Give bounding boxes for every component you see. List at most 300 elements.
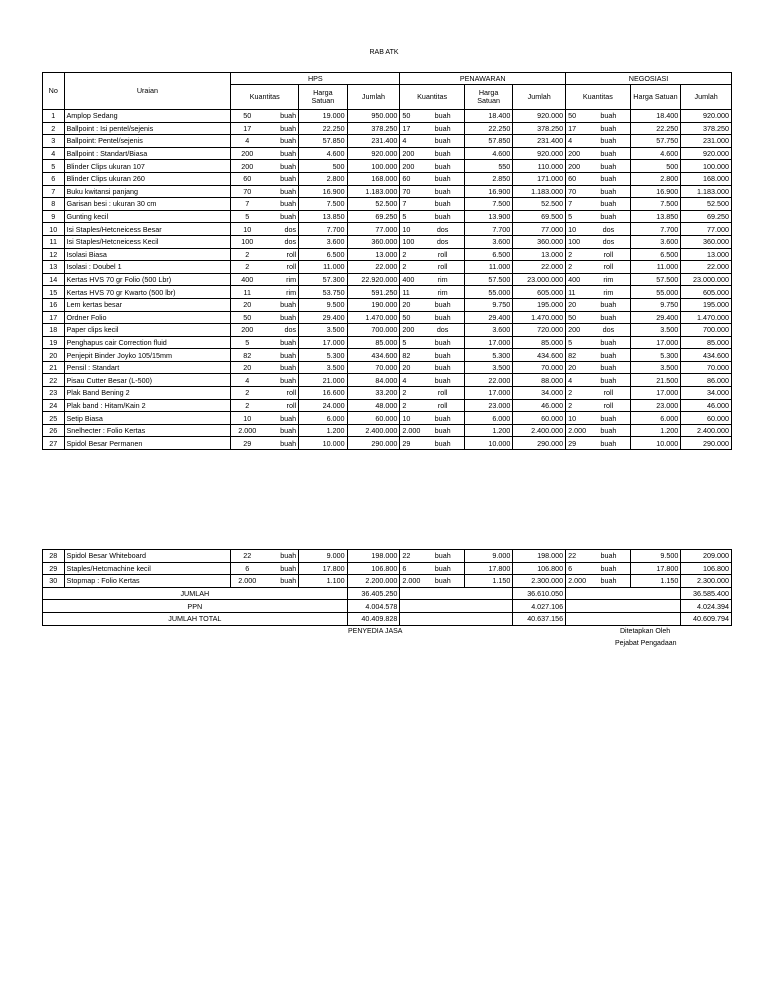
totals-negosiasi: 36.585.400 [681,587,732,600]
table-row [43,298,732,311]
negosiasi-kuantitas: 17 [566,122,588,135]
negosiasi-kuantitas: 2 [566,387,588,400]
penawaran-satuan: buah [421,349,464,362]
hps-kuantitas: 2 [231,248,263,261]
table-row [43,110,732,123]
negosiasi-harga-satuan: 3.500 [630,324,681,337]
table-row [43,349,732,362]
table-row [43,273,732,286]
penawaran-kuantitas: 5 [400,336,422,349]
totals-penawaran: 40.637.156 [513,612,566,625]
penawaran-kuantitas: 82 [400,349,422,362]
hps-kuantitas: 5 [231,336,263,349]
hps-satuan: roll [263,248,299,261]
table-row [43,223,732,236]
hps-satuan: buah [263,210,299,223]
hps-kuantitas: 82 [231,349,263,362]
hps-satuan: buah [263,575,299,588]
totals-hps: 40.409.828 [347,612,400,625]
row-uraian: Amplop Sedang [64,110,231,123]
hps-satuan: buah [263,374,299,387]
penawaran-jumlah: 85.000 [513,336,566,349]
hps-kuantitas: 2 [231,261,263,274]
negosiasi-jumlah: 2.400.000 [681,424,732,437]
table-row [43,412,732,425]
hps-harga-satuan: 53.750 [299,286,347,299]
penawaran-jumlah: 106.800 [513,562,566,575]
penawaran-harga-satuan: 29.400 [464,311,512,324]
row-uraian: Blinder Clips ukuran 107 [64,160,231,173]
negosiasi-jumlah: 13.000 [681,248,732,261]
header-negosiasi: NEGOSIASI [566,73,732,85]
penawaran-harga-satuan: 11.000 [464,261,512,274]
penawaran-kuantitas: 5 [400,210,422,223]
penawaran-satuan: dos [421,324,464,337]
row-uraian: Spidol Besar Permanen [64,437,231,450]
table-row [43,286,732,299]
penawaran-jumlah: 69.500 [513,210,566,223]
negosiasi-kuantitas: 50 [566,311,588,324]
row-uraian: Plak Band Bening 2 [64,387,231,400]
totals-label: JUMLAH [43,587,348,600]
penawaran-kuantitas: 20 [400,361,422,374]
hps-satuan: rim [263,286,299,299]
negosiasi-harga-satuan: 21.500 [630,374,681,387]
hps-jumlah: 360.000 [347,235,400,248]
penawaran-jumlah: 290.000 [513,437,566,450]
penawaran-satuan: rim [421,273,464,286]
row-no: 22 [43,374,65,387]
penawaran-harga-satuan: 9.000 [464,550,512,563]
penawaran-kuantitas: 29 [400,437,422,450]
hps-harga-satuan: 6.500 [299,248,347,261]
totals-row [43,587,732,600]
table-row [43,135,732,148]
row-no: 1 [43,110,65,123]
hps-satuan: buah [263,336,299,349]
hps-kuantitas: 100 [231,235,263,248]
penawaran-satuan: dos [421,235,464,248]
negosiasi-harga-satuan: 3.600 [630,235,681,248]
penawaran-harga-satuan: 55.000 [464,286,512,299]
hps-jumlah: 168.000 [347,172,400,185]
penawaran-satuan: roll [421,387,464,400]
penawaran-satuan: buah [421,122,464,135]
hps-jumlah: 13.000 [347,248,400,261]
penawaran-kuantitas: 70 [400,185,422,198]
negosiasi-kuantitas: 50 [566,110,588,123]
negosiasi-kuantitas: 5 [566,210,588,223]
hps-satuan: buah [263,185,299,198]
table-row [43,424,732,437]
negosiasi-harga-satuan: 16.900 [630,185,681,198]
hps-kuantitas: 50 [231,110,263,123]
penawaran-jumlah: 171.000 [513,172,566,185]
hps-kuantitas: 2 [231,399,263,412]
penawaran-jumlah: 1.183.000 [513,185,566,198]
penawaran-kuantitas: 6 [400,562,422,575]
hps-satuan: buah [263,437,299,450]
negosiasi-jumlah: 34.000 [681,387,732,400]
row-uraian: Ballpoint : Isi pentel/sejenis [64,122,231,135]
negosiasi-satuan: buah [587,210,630,223]
hps-kuantitas: 400 [231,273,263,286]
hps-kuantitas: 29 [231,437,263,450]
negosiasi-harga-satuan: 17.000 [630,387,681,400]
hps-harga-satuan: 19.000 [299,110,347,123]
table-row [43,172,732,185]
hps-jumlah: 198.000 [347,550,400,563]
hps-jumlah: 700.000 [347,324,400,337]
negosiasi-jumlah: 77.000 [681,223,732,236]
totals-hps: 4.004.578 [347,600,400,613]
penawaran-jumlah: 1.470.000 [513,311,566,324]
hps-harga-satuan: 3.600 [299,235,347,248]
negosiasi-jumlah: 23.000.000 [681,273,732,286]
negosiasi-jumlah: 1.470.000 [681,311,732,324]
penawaran-kuantitas: 11 [400,286,422,299]
penawaran-kuantitas: 200 [400,324,422,337]
negosiasi-satuan: buah [587,110,630,123]
penawaran-harga-satuan: 7.700 [464,223,512,236]
row-no: 8 [43,198,65,211]
negosiasi-jumlah: 46.000 [681,399,732,412]
negosiasi-satuan: buah [587,575,630,588]
negosiasi-jumlah: 434.600 [681,349,732,362]
totals-penawaran: 36.610.050 [513,587,566,600]
totals-spacer [400,587,513,600]
penawaran-harga-satuan: 9.750 [464,298,512,311]
hps-jumlah: 100.000 [347,160,400,173]
negosiasi-harga-satuan: 17.800 [630,562,681,575]
penawaran-jumlah: 60.000 [513,412,566,425]
negosiasi-jumlah: 605.000 [681,286,732,299]
penawaran-harga-satuan: 2.850 [464,172,512,185]
hps-satuan: buah [263,298,299,311]
table-row [43,122,732,135]
hps-jumlah: 591.250 [347,286,400,299]
negosiasi-kuantitas: 82 [566,349,588,362]
hps-kuantitas: 60 [231,172,263,185]
negosiasi-harga-satuan: 3.500 [630,361,681,374]
row-uraian: Setip Biasa [64,412,231,425]
negosiasi-kuantitas: 20 [566,361,588,374]
header-pen-harga-satuan: Harga Satuan [464,85,512,110]
penawaran-jumlah: 195.000 [513,298,566,311]
negosiasi-kuantitas: 70 [566,185,588,198]
hps-harga-satuan: 4.600 [299,147,347,160]
penawaran-satuan: buah [421,412,464,425]
hps-kuantitas: 5 [231,210,263,223]
hps-jumlah: 1.183.000 [347,185,400,198]
hps-harga-satuan: 9.500 [299,298,347,311]
negosiasi-jumlah: 60.000 [681,412,732,425]
row-uraian: Spidol Besar Whiteboard [64,550,231,563]
hps-jumlah: 950.000 [347,110,400,123]
penawaran-jumlah: 52.500 [513,198,566,211]
negosiasi-harga-satuan: 55.000 [630,286,681,299]
negosiasi-jumlah: 85.000 [681,336,732,349]
row-no: 30 [43,575,65,588]
hps-satuan: roll [263,399,299,412]
negosiasi-jumlah: 920.000 [681,110,732,123]
hps-harga-satuan: 57.300 [299,273,347,286]
hps-jumlah: 290.000 [347,437,400,450]
negosiasi-satuan: buah [587,311,630,324]
negosiasi-jumlah: 1.183.000 [681,185,732,198]
penawaran-satuan: buah [421,562,464,575]
row-no: 13 [43,261,65,274]
negosiasi-harga-satuan: 17.000 [630,336,681,349]
row-no: 25 [43,412,65,425]
table-row [43,147,732,160]
hps-kuantitas: 7 [231,198,263,211]
penawaran-harga-satuan: 10.000 [464,437,512,450]
penawaran-kuantitas: 10 [400,412,422,425]
penawaran-harga-satuan: 22.250 [464,122,512,135]
penawaran-kuantitas: 2 [400,387,422,400]
row-no: 12 [43,248,65,261]
totals-negosiasi: 40.609.794 [681,612,732,625]
hps-satuan: buah [263,562,299,575]
negosiasi-harga-satuan: 11.000 [630,261,681,274]
hps-jumlah: 190.000 [347,298,400,311]
hps-satuan: buah [263,198,299,211]
hps-satuan: buah [263,160,299,173]
negosiasi-harga-satuan: 23.000 [630,399,681,412]
hps-jumlah: 1.470.000 [347,311,400,324]
hps-harga-satuan: 3.500 [299,361,347,374]
penawaran-satuan: buah [421,185,464,198]
penawaran-kuantitas: 17 [400,122,422,135]
hps-satuan: dos [263,223,299,236]
table-row [43,399,732,412]
hps-kuantitas: 200 [231,160,263,173]
penawaran-jumlah: 23.000.000 [513,273,566,286]
penawaran-harga-satuan: 6.000 [464,412,512,425]
penawaran-harga-satuan: 1.150 [464,575,512,588]
negosiasi-harga-satuan: 7.500 [630,198,681,211]
negosiasi-kuantitas: 10 [566,412,588,425]
row-uraian: Stopmap : Folio Kertas [64,575,231,588]
negosiasi-harga-satuan: 10.000 [630,437,681,450]
rab-table-continued [42,549,732,626]
hps-jumlah: 434.600 [347,349,400,362]
hps-satuan: buah [263,412,299,425]
row-uraian: Ballpoint : Standart/Biasa [64,147,231,160]
negosiasi-satuan: buah [587,424,630,437]
totals-spacer [566,587,681,600]
penawaran-kuantitas: 7 [400,198,422,211]
hps-harga-satuan: 17.000 [299,336,347,349]
negosiasi-satuan: buah [587,147,630,160]
negosiasi-satuan: rim [587,273,630,286]
header-neg-harga-satuan: Harga Satuan [630,85,681,110]
negosiasi-kuantitas: 2.000 [566,575,588,588]
hps-harga-satuan: 5.300 [299,349,347,362]
row-no: 21 [43,361,65,374]
penawaran-satuan: buah [421,550,464,563]
penawaran-satuan: buah [421,198,464,211]
document-title: RAB ATK [369,49,399,56]
header-no: No [43,73,65,110]
penawaran-jumlah: 77.000 [513,223,566,236]
penawaran-satuan: roll [421,399,464,412]
negosiasi-kuantitas: 4 [566,135,588,148]
hps-satuan: buah [263,361,299,374]
negosiasi-satuan: buah [587,374,630,387]
penawaran-satuan: buah [421,424,464,437]
negosiasi-harga-satuan: 6.500 [630,248,681,261]
negosiasi-satuan: dos [587,223,630,236]
hps-jumlah: 22.920.000 [347,273,400,286]
negosiasi-harga-satuan: 1.150 [630,575,681,588]
negosiasi-satuan: dos [587,235,630,248]
negosiasi-kuantitas: 22 [566,550,588,563]
negosiasi-jumlah: 209.000 [681,550,732,563]
penawaran-kuantitas: 2 [400,248,422,261]
penawaran-kuantitas: 2.000 [400,575,422,588]
table-row [43,550,732,563]
header-hps: HPS [231,73,400,85]
hps-harga-satuan: 13.850 [299,210,347,223]
hps-jumlah: 231.400 [347,135,400,148]
penawaran-harga-satuan: 17.000 [464,387,512,400]
penawaran-harga-satuan: 22.000 [464,374,512,387]
negosiasi-jumlah: 22.000 [681,261,732,274]
row-no: 18 [43,324,65,337]
negosiasi-harga-satuan: 5.300 [630,349,681,362]
penyedia-jasa-label: PENYEDIA JASA [348,628,403,635]
row-no: 29 [43,562,65,575]
penawaran-satuan: buah [421,361,464,374]
rab-table-main [42,72,732,450]
negosiasi-satuan: roll [587,248,630,261]
header-hps-kuantitas: Kuantitas [231,85,299,110]
hps-kuantitas: 22 [231,550,263,563]
negosiasi-harga-satuan: 22.250 [630,122,681,135]
row-no: 15 [43,286,65,299]
negosiasi-satuan: buah [587,361,630,374]
negosiasi-satuan: buah [587,298,630,311]
penawaran-harga-satuan: 17.000 [464,336,512,349]
penawaran-satuan: buah [421,374,464,387]
totals-label: JUMLAH TOTAL [43,612,348,625]
negosiasi-jumlah: 100.000 [681,160,732,173]
table-row [43,160,732,173]
penawaran-kuantitas: 400 [400,273,422,286]
penawaran-satuan: buah [421,147,464,160]
row-uraian: Plak band : Hitam/Kain 2 [64,399,231,412]
penawaran-kuantitas: 2 [400,399,422,412]
negosiasi-kuantitas: 5 [566,336,588,349]
hps-kuantitas: 200 [231,147,263,160]
row-no: 10 [43,223,65,236]
negosiasi-harga-satuan: 9.500 [630,550,681,563]
hps-kuantitas: 4 [231,374,263,387]
row-uraian: Kertas HVS 70 gr Kwarto (500 lbr) [64,286,231,299]
totals-row [43,612,732,625]
negosiasi-jumlah: 290.000 [681,437,732,450]
penawaran-kuantitas: 50 [400,311,422,324]
hps-harga-satuan: 10.000 [299,437,347,450]
row-no: 27 [43,437,65,450]
penawaran-jumlah: 2.300.000 [513,575,566,588]
row-no: 9 [43,210,65,223]
penawaran-harga-satuan: 23.000 [464,399,512,412]
penawaran-satuan: buah [421,336,464,349]
penawaran-jumlah: 34.000 [513,387,566,400]
hps-satuan: buah [263,172,299,185]
header-pen-kuantitas: Kuantitas [400,85,465,110]
penawaran-jumlah: 70.000 [513,361,566,374]
negosiasi-harga-satuan: 13.850 [630,210,681,223]
penawaran-satuan: buah [421,210,464,223]
row-no: 7 [43,185,65,198]
penawaran-kuantitas: 50 [400,110,422,123]
totals-spacer [400,600,513,613]
hps-satuan: rim [263,273,299,286]
hps-satuan: buah [263,311,299,324]
penawaran-jumlah: 360.000 [513,235,566,248]
row-uraian: Staples/Hetcmachine kecil [64,562,231,575]
penawaran-satuan: buah [421,135,464,148]
row-uraian: Isolasi Biasa [64,248,231,261]
negosiasi-harga-satuan: 29.400 [630,311,681,324]
negosiasi-harga-satuan: 2.800 [630,172,681,185]
penawaran-jumlah: 2.400.000 [513,424,566,437]
penawaran-satuan: roll [421,261,464,274]
table-row [43,374,732,387]
totals-spacer [566,612,681,625]
table-row [43,575,732,588]
penawaran-satuan: rim [421,286,464,299]
hps-kuantitas: 6 [231,562,263,575]
row-uraian: Isi Staples/Hetcneicess Kecil [64,235,231,248]
negosiasi-kuantitas: 200 [566,324,588,337]
hps-satuan: roll [263,261,299,274]
hps-harga-satuan: 2.800 [299,172,347,185]
negosiasi-kuantitas: 400 [566,273,588,286]
hps-jumlah: 106.800 [347,562,400,575]
negosiasi-harga-satuan: 57.750 [630,135,681,148]
totals-spacer [400,612,513,625]
penawaran-satuan: dos [421,223,464,236]
hps-kuantitas: 70 [231,185,263,198]
negosiasi-jumlah: 195.000 [681,298,732,311]
negosiasi-satuan: buah [587,160,630,173]
hps-harga-satuan: 16.600 [299,387,347,400]
hps-harga-satuan: 22.250 [299,122,347,135]
row-uraian: Snelhecter : Folio Kertas [64,424,231,437]
negosiasi-satuan: dos [587,324,630,337]
row-uraian: Blinder Clips ukuran 260 [64,172,231,185]
negosiasi-kuantitas: 2 [566,399,588,412]
totals-penawaran: 4.027.106 [513,600,566,613]
hps-jumlah: 920.000 [347,147,400,160]
negosiasi-satuan: buah [587,185,630,198]
hps-jumlah: 70.000 [347,361,400,374]
hps-harga-satuan: 9.000 [299,550,347,563]
penawaran-harga-satuan: 3.600 [464,324,512,337]
ditetapkan-oleh-label: Ditetapkan Oleh [620,628,671,635]
table-row [43,361,732,374]
table-row [43,336,732,349]
penawaran-satuan: roll [421,248,464,261]
hps-kuantitas: 50 [231,311,263,324]
row-no: 24 [43,399,65,412]
hps-jumlah: 84.000 [347,374,400,387]
